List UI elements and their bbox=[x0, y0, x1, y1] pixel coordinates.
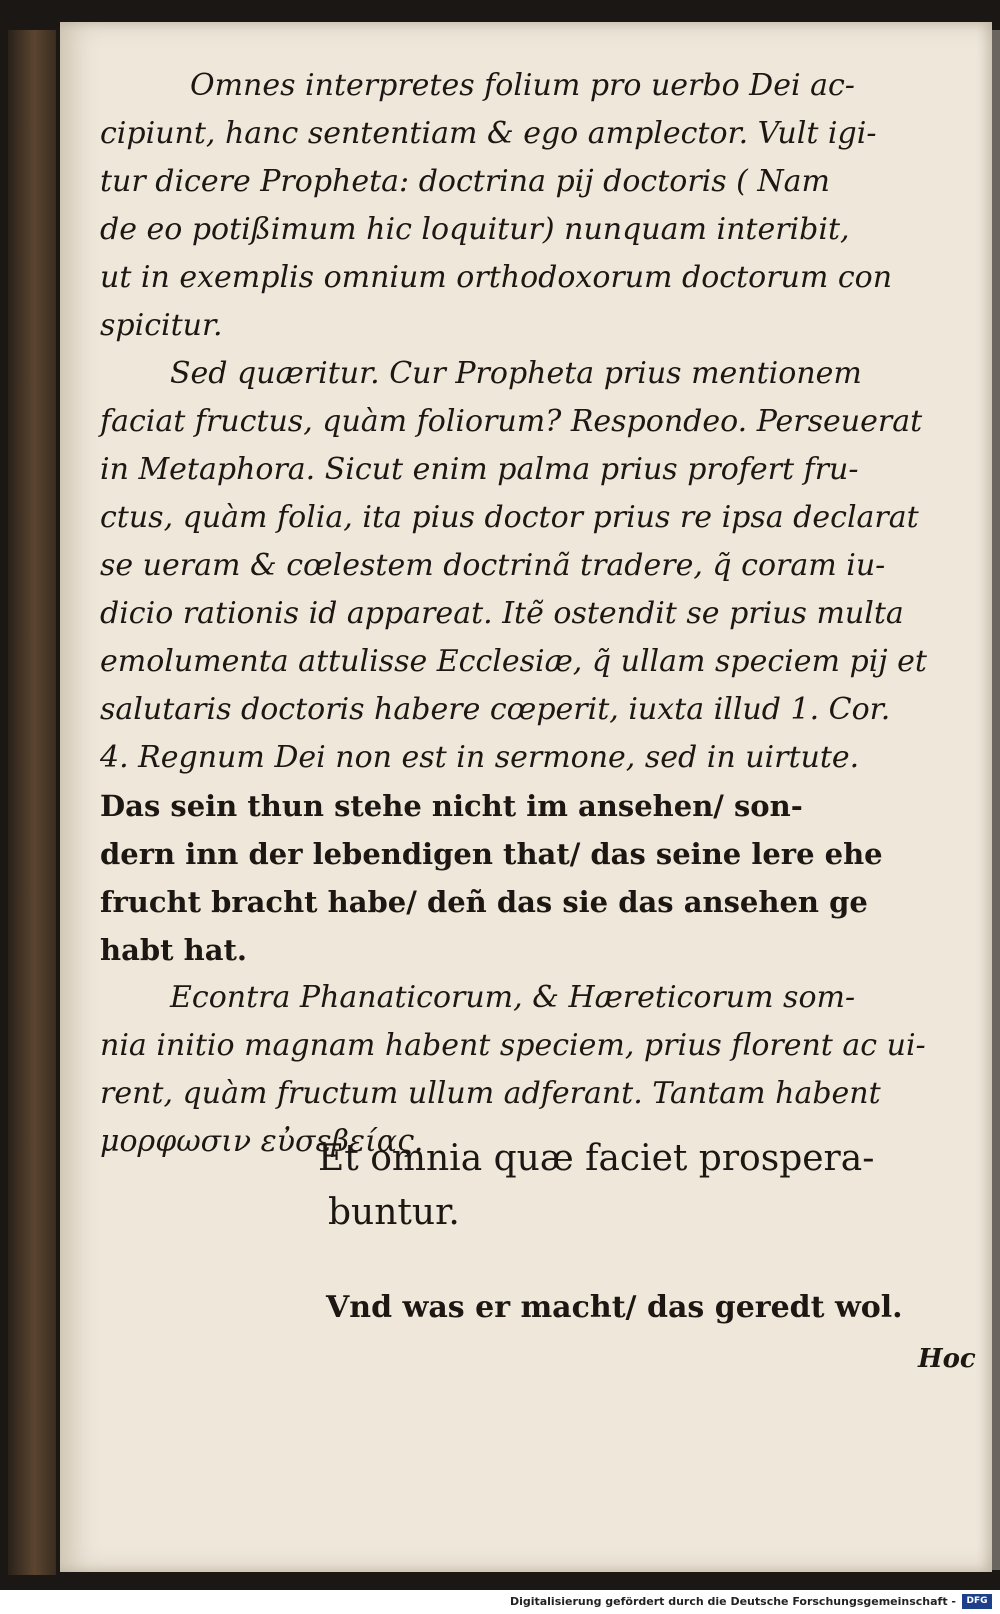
digitization-footer bbox=[0, 1592, 1000, 1614]
text-line: Econtra Phanaticorum, & Hæreticorum som- bbox=[170, 980, 856, 1015]
text-line: ut in exemplis omnium orthodoxorum doctorum con bbox=[100, 260, 893, 295]
german-text-line: habt hat. bbox=[100, 933, 248, 967]
scripture-heading-line: Et omnia quæ faciet prospera- bbox=[318, 1138, 875, 1179]
german-text-line: frucht bracht habe/ deñ das sie das ansehen ge bbox=[100, 885, 868, 919]
text-line: cipiunt, hanc sententiam & ego amplector. Vult igi- bbox=[100, 116, 877, 151]
text-line: emolumenta attulisse Ecclesiæ, q̃ ullam speciem pij et bbox=[100, 644, 927, 679]
scripture-heading bbox=[318, 1132, 874, 1240]
text-line: tur dicere Propheta: doctrina pij doctoris ( Nam bbox=[100, 164, 831, 199]
german-text-line: Das sein thun stehe nicht im ansehen/ son- bbox=[100, 789, 803, 823]
scripture-heading-line: buntur. bbox=[328, 1192, 460, 1233]
page-body-text bbox=[100, 62, 970, 1166]
catchword: Hoc bbox=[918, 1344, 976, 1374]
greek-text-line: μορφωσιν εὐσεβείας. bbox=[100, 1124, 424, 1159]
text-line: rent, quàm fructum ullum adferant. Tantam habent bbox=[100, 1076, 881, 1111]
text-line: ctus, quàm folia, ita pius doctor prius re ipsa declarat bbox=[100, 500, 919, 535]
german-scripture-heading: Vnd was er macht/ das geredt wol. bbox=[326, 1290, 903, 1325]
text-line: dicio rationis id appareat. Itẽ ostendit se prius multa bbox=[100, 596, 904, 631]
german-text-line: dern inn der lebendigen that/ das seine lere ehe bbox=[100, 837, 883, 871]
text-line: se ueram & cœlestem doctrinã tradere, q̃ coram iu- bbox=[100, 548, 886, 583]
book-spine-edge bbox=[8, 30, 56, 1575]
text-line: in Metaphora. Sicut enim palma prius profert fru- bbox=[100, 452, 859, 487]
text-line: spicitur. bbox=[100, 308, 223, 343]
text-line: Sed quæritur. Cur Propheta prius mentionem bbox=[170, 356, 862, 391]
text-line: Omnes interpretes folium pro uerbo Dei ac- bbox=[190, 68, 855, 103]
footer-credit: Digitalisierung gefördert durch die Deutsche Forschungsgemeinschaft - bbox=[509, 1595, 956, 1608]
text-line: nia initio magnam habent speciem, prius florent ac ui- bbox=[100, 1028, 926, 1063]
text-line: 4. Regnum Dei non est in sermone, sed in uirtute. bbox=[100, 740, 860, 775]
text-line: faciat fructus, quàm foliorum? Respondeo. Perseuerat bbox=[100, 404, 923, 439]
dfg-logo-icon: DFG bbox=[962, 1594, 992, 1609]
text-line: de eo potißimum hic loquitur) nunquam interibit, bbox=[100, 212, 850, 247]
text-line: salutaris doctoris habere cœperit, iuxta illud 1. Cor. bbox=[100, 692, 891, 727]
